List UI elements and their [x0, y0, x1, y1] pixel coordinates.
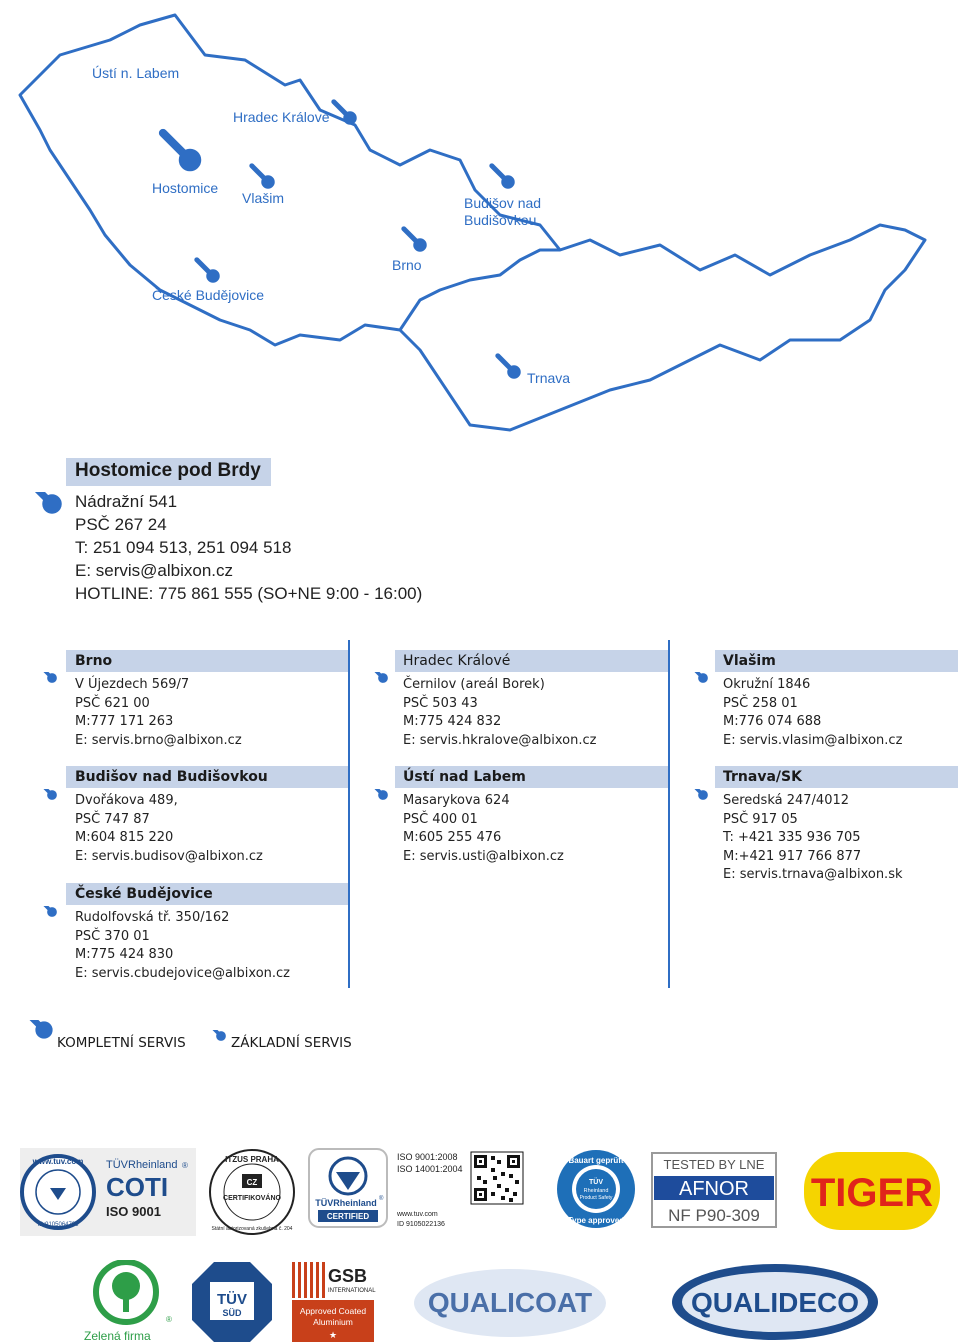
hq-psc: PSČ 267 24 — [75, 515, 167, 534]
wrench-icon-large — [14, 1020, 54, 1060]
gsb-approved2: Aluminium — [313, 1317, 353, 1327]
branch-usti-contact — [403, 792, 564, 866]
wrench-icon-large — [20, 492, 64, 536]
gsb-approved1: Approved Coated — [299, 1306, 367, 1316]
wrench-icon — [34, 906, 58, 930]
branch-cb-mobile: M:775 424 830 — [75, 947, 174, 962]
wrench-icon — [685, 672, 709, 696]
tiger-logo — [800, 1148, 944, 1234]
branch-cb-email[interactable]: E: servis.cbudejovice@albixon.cz — [75, 965, 290, 981]
wrench-icon — [334, 102, 357, 125]
bauart-arc1: Bauart geprüft — [568, 1156, 624, 1165]
qualicoat-text: QUALICOAT — [427, 1287, 593, 1318]
lne-tested: TESTED BY LNE — [663, 1157, 765, 1172]
map-label-usti: Ústí n. Labem — [92, 65, 180, 81]
branch-trnava-psc: PSČ 917 05 — [723, 811, 798, 827]
wrench-icon — [685, 789, 709, 813]
tuv-coti-coti: COTI — [106, 1172, 169, 1202]
qr-code — [471, 1152, 523, 1204]
iso-qr-logo — [395, 1148, 531, 1230]
itzus-badge: CZ — [246, 1178, 258, 1187]
legend-basic-service: ZÁKLADNÍ SERVIS — [231, 1035, 352, 1051]
branch-brno-email[interactable]: E: servis.brno@albixon.cz — [75, 732, 242, 748]
iso-qr-id: ID 9105022136 — [397, 1221, 445, 1228]
tuv-certified-brand: TÜVRheinland — [315, 1198, 377, 1208]
wrench-icon — [203, 1030, 227, 1054]
branch-trnava-phone: T: +421 335 936 705 — [723, 830, 861, 845]
wrench-icon — [252, 166, 274, 189]
branch-usti-name: Ústí nad Labem — [403, 769, 526, 785]
tuv-sud-l1: TÜV — [217, 1291, 247, 1308]
map-label-vlasim: Vlašim — [242, 190, 285, 206]
gsb-gsb: GSB — [328, 1266, 368, 1286]
tuv-coti-iso: ISO 9001 — [106, 1204, 161, 1219]
branch-vlasim-mobile: M:776 074 688 — [723, 714, 822, 729]
wrench-icon-large — [163, 133, 201, 171]
branch-brno-name: Brno — [75, 653, 113, 669]
lne-nf: NF P90-309 — [668, 1206, 760, 1225]
branch-budisov-psc: PSČ 747 87 — [75, 811, 150, 827]
qualideco-logo — [670, 1262, 880, 1342]
branch-budisov-contact — [75, 792, 263, 866]
wrench-icon — [34, 789, 58, 813]
branch-cb-contact — [75, 909, 290, 983]
branch-cb-address: Rudolfovská tř. 350/162 — [75, 910, 230, 925]
tiger-text: TIGER — [810, 1171, 934, 1215]
qualideco-text: QUALIDECO — [691, 1287, 859, 1318]
branch-usti-address: Masarykova 624 — [403, 793, 510, 808]
branch-trnava-contact — [723, 792, 903, 885]
branch-hradec-email[interactable]: E: servis.hkralove@albixon.cz — [403, 732, 597, 748]
wrench-icon — [498, 356, 521, 379]
branch-hradec-psc: PSČ 503 43 — [403, 695, 478, 711]
bauart-arc2: Type approved — [567, 1216, 625, 1225]
branch-trnava-name: Trnava/SK — [723, 769, 802, 785]
zelena-mark: ® — [166, 1315, 172, 1324]
branch-hradec-address: Černilov (areál Borek) — [403, 677, 545, 692]
tuv-coti-mark: ® — [182, 1161, 188, 1170]
map-label-hradec: Hradec Králové — [233, 109, 330, 125]
map-label-brno: Brno — [392, 257, 422, 273]
branch-usti-email[interactable]: E: servis.usti@albixon.cz — [403, 848, 564, 864]
branch-usti-psc: PSČ 400 01 — [403, 811, 478, 827]
branch-vlasim-email[interactable]: E: servis.vlasim@albixon.cz — [723, 732, 903, 748]
branch-budisov-address: Dvořákova 489, — [75, 793, 178, 808]
branch-vlasim-psc: PSČ 258 01 — [723, 695, 798, 711]
tuv-coti-brand: TÜVRheinland — [106, 1159, 178, 1171]
gsb-logo — [290, 1258, 376, 1344]
wrench-icon — [404, 229, 427, 252]
tuv-certified-label: CERTIFIED — [326, 1212, 370, 1221]
lne-afnor: AFNOR — [679, 1178, 749, 1200]
branch-cb-psc: PSČ 370 01 — [75, 928, 150, 944]
map-label-trnava: Trnava — [527, 370, 571, 386]
hq-contact — [75, 490, 422, 605]
itzus-bottom: Státní autorizovaná zkušebna č. 204 — [211, 1226, 293, 1232]
branch-vlasim-address: Okružní 1846 — [723, 677, 811, 692]
bauart-center3: Product Safety — [579, 1195, 613, 1201]
lne-afnor-logo — [651, 1152, 777, 1228]
wrench-icon — [365, 789, 389, 813]
branch-budisov-name: Budišov nad Budišovkou — [75, 769, 268, 785]
tuv-coti-ring: www.tuv.com — [32, 1157, 84, 1166]
hq-email[interactable]: E: servis@albixon.cz — [75, 561, 234, 580]
branch-trnava-address: Seredská 247/4012 — [723, 793, 850, 808]
branch-hradec-mobile: M:775 424 832 — [403, 714, 502, 729]
branch-usti-mobile: M:605 255 476 — [403, 830, 502, 845]
branch-trnava-mobile: M:+421 917 766 877 — [723, 848, 862, 864]
column-divider — [668, 640, 670, 988]
branch-budisov-mobile: M:604 815 220 — [75, 830, 174, 845]
bauart-center1: TÜV — [589, 1179, 603, 1186]
service-map — [0, 0, 960, 440]
branch-vlasim-name: Vlašim — [723, 653, 776, 669]
wrench-icon — [365, 672, 389, 696]
branch-brno-address: V Újezdech 569/7 — [75, 677, 190, 692]
branch-hradec-name: Hradec Králové — [403, 653, 511, 669]
gsb-intl: INTERNATIONAL — [328, 1288, 376, 1294]
iso-qr-url: www.tuv.com — [397, 1211, 438, 1218]
tuv-sud-logo — [190, 1260, 274, 1344]
iso-qr-iso1: ISO 9001:2008 — [397, 1152, 458, 1162]
branch-trnava-email[interactable]: E: servis.trnava@albixon.sk — [723, 867, 903, 882]
hq-address: Nádražní 541 — [75, 492, 178, 511]
iso-qr-iso2: ISO 14001:2004 — [397, 1164, 463, 1174]
map-label-budisov-2: Budišovkou — [464, 212, 537, 228]
hq-title: Hostomice pod Brdy — [75, 460, 261, 481]
tuv-coti-id: ID:9105064793 — [37, 1222, 79, 1228]
cz-sk-border — [400, 250, 560, 330]
branch-brno-contact — [75, 676, 242, 750]
map-label-budisov-1: Budišov nad — [464, 195, 542, 211]
itzus-logo — [206, 1148, 298, 1236]
tuv-sud-l2: SÜD — [222, 1308, 242, 1318]
zelena-firma-logo — [80, 1260, 180, 1344]
hq-hotline: HOTLINE: 775 861 555 (SO+NE 9:00 - 16:00) — [75, 584, 423, 603]
bauart-logo — [555, 1148, 637, 1230]
wrench-icon — [492, 166, 515, 189]
branch-budisov-email[interactable]: E: servis.budisov@albixon.cz — [75, 848, 263, 864]
qualicoat-logo — [410, 1266, 610, 1340]
star-icon: ★ — [328, 1331, 338, 1341]
map-label-cb: České Budějovice — [152, 287, 265, 303]
itzus-cert: CERTIFIKOVÁNO — [223, 1195, 281, 1202]
column-divider — [348, 640, 350, 988]
bauart-center2: Rheinland — [583, 1188, 609, 1194]
branch-brno-mobile: M:777 171 263 — [75, 714, 174, 729]
branch-vlasim-contact — [723, 676, 902, 750]
map-label-hostomice: Hostomice — [152, 180, 219, 196]
hq-phone: T: 251 094 513, 251 094 518 — [75, 538, 292, 557]
branch-cb-name: České Budějovice — [75, 886, 213, 902]
tuv-certified-mark: ® — [379, 1196, 384, 1202]
itzus-top: ITZUS PRAHA — [225, 1155, 279, 1164]
legend-full-service: KOMPLETNÍ SERVIS — [57, 1035, 186, 1051]
tuv-certified-logo — [308, 1148, 388, 1228]
zelena-text: Zelená firma — [84, 1329, 151, 1343]
wrench-icon — [34, 672, 58, 696]
wrench-icon — [197, 260, 220, 283]
tuv-coti-logo — [20, 1148, 196, 1236]
branch-hradec-contact — [403, 676, 596, 750]
branch-brno-psc: PSČ 621 00 — [75, 695, 150, 711]
